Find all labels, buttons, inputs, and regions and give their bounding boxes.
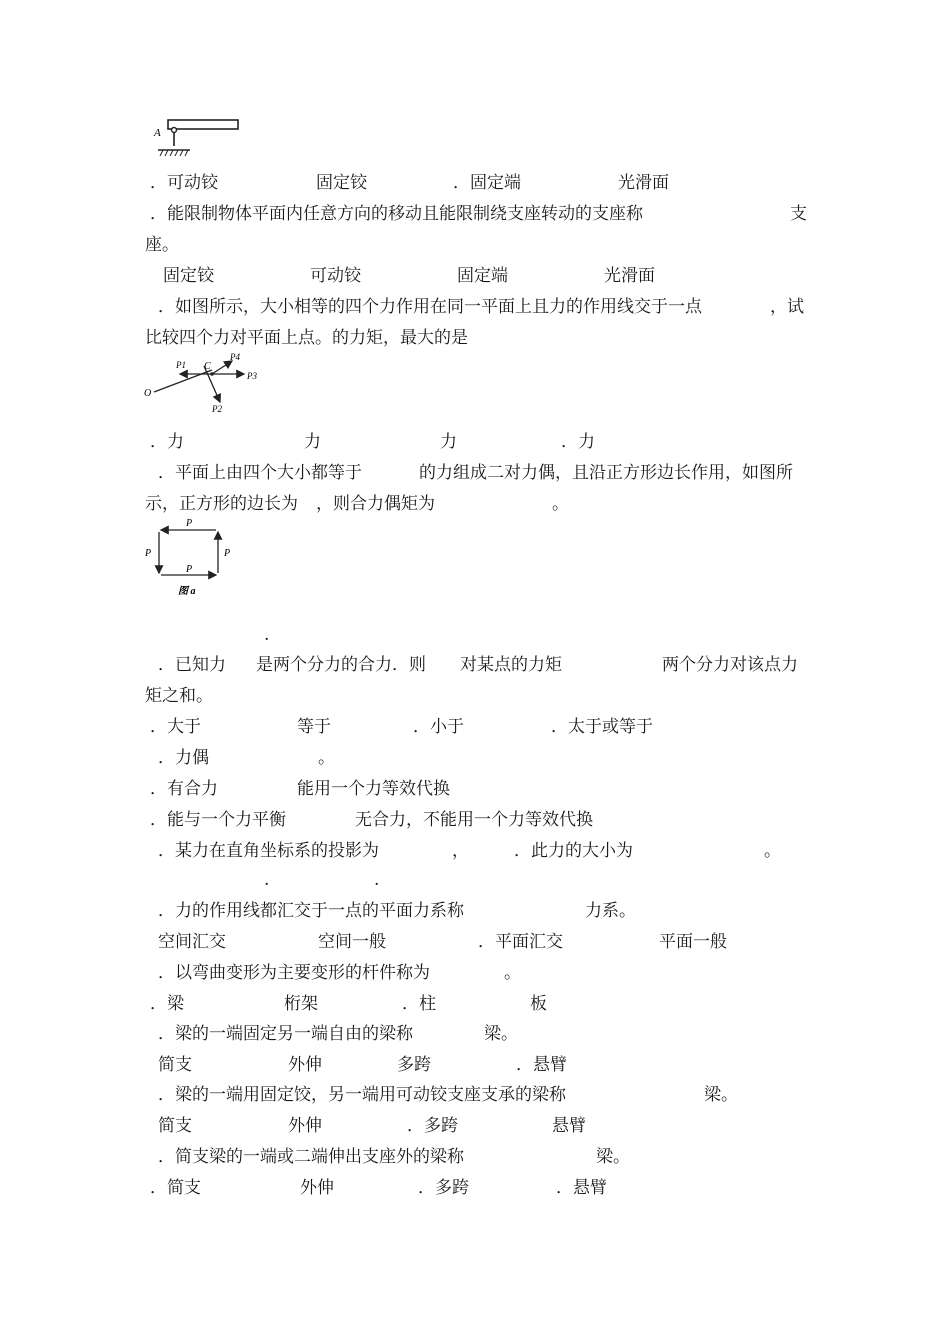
resultant-opt-c: ．小于 bbox=[413, 717, 464, 737]
moment-stem-line1a: ．如图所示，大小相等的四个力作用在同一平面上且力的作用线交于一点 bbox=[158, 297, 702, 317]
label-o: O bbox=[144, 388, 152, 399]
cantilever-opt-c: 多跨 bbox=[397, 1055, 431, 1075]
line-o-c bbox=[154, 370, 212, 392]
label-p-right: P bbox=[224, 548, 231, 559]
hinge-opt-b: 固定铰 bbox=[316, 173, 367, 193]
simple-stem-b: 梁。 bbox=[704, 1085, 738, 1105]
label-a: A bbox=[154, 127, 161, 139]
label-p1: P1 bbox=[176, 360, 186, 370]
ground-hatch bbox=[160, 150, 188, 156]
bending-stem-a: ．以弯曲变形为主要变形的杆件称为 bbox=[158, 963, 430, 983]
moment-opt-b: 力 bbox=[304, 432, 321, 452]
overhang-opt-d: ．悬臂 bbox=[556, 1178, 607, 1198]
simple-opt-b: 外伸 bbox=[288, 1116, 322, 1136]
couple-stem-line2b: ，则合力偶矩为 bbox=[316, 494, 435, 514]
cantilever-opt-a: 简支 bbox=[158, 1055, 192, 1075]
moment-stem-line1b: ，试 bbox=[770, 297, 804, 317]
simple-opt-d: 悬臂 bbox=[552, 1116, 586, 1136]
couple2-opt-d: 无合力，不能用一个力等效代换 bbox=[355, 810, 593, 830]
cantilever-stem-a: ．梁的一端固定另一端自由的梁称 bbox=[158, 1024, 413, 1044]
resultant-stem-b: 是两个分力的合力．则 bbox=[256, 655, 426, 675]
resultant-stem-a: ．已知力 bbox=[158, 655, 226, 675]
overhang-stem-b: 梁。 bbox=[596, 1147, 630, 1167]
support-opt-a: 固定铰 bbox=[163, 266, 214, 286]
support-opt-d: 光滑面 bbox=[604, 266, 655, 286]
couple2-opt-b: 能用一个力等效代换 bbox=[297, 779, 450, 799]
projection-stem-b: ， bbox=[452, 841, 469, 861]
projection-stem-a: ．某力在直角坐标系的投影为 bbox=[158, 841, 379, 861]
bending-opt-b: 桁架 bbox=[284, 994, 318, 1014]
bending-opt-c: ．柱 bbox=[402, 994, 436, 1014]
bending-opt-d: 板 bbox=[530, 994, 547, 1014]
resultant-opt-a: ．大于 bbox=[150, 717, 201, 737]
label-p-left: P bbox=[145, 548, 152, 559]
bending-opt-a: ．梁 bbox=[150, 994, 184, 1014]
couple-stem-line1b: 的力组成二对力偶，且沿正方形边长作用，如图所 bbox=[419, 463, 793, 483]
projection-dot1: . bbox=[264, 870, 270, 890]
couple2-opt-c: ．能与一个力平衡 bbox=[150, 810, 286, 830]
label-p4: P4 bbox=[230, 352, 240, 362]
simple-opt-a: 简支 bbox=[158, 1116, 192, 1136]
projection-stem-c: ．此力的大小为 bbox=[514, 841, 633, 861]
simple-stem-a: ．梁的一端用固定饺，另一端用可动铰支座支承的梁称 bbox=[158, 1085, 566, 1105]
couple2-opt-a: ．有合力 bbox=[150, 779, 218, 799]
resultant-opt-b: 等于 bbox=[297, 717, 331, 737]
moment-opt-c: 力 bbox=[440, 432, 457, 452]
couple-stem-line2c: 。 bbox=[552, 494, 569, 514]
label-p-bottom: P bbox=[186, 564, 193, 575]
square-couple-figure bbox=[140, 516, 240, 600]
support-opt-c: 固定端 bbox=[457, 266, 508, 286]
bending-stem-b: 。 bbox=[504, 963, 521, 983]
resultant-stem-c: 对某点的力矩 bbox=[460, 655, 562, 675]
system-opt-c: ．平面汇交 bbox=[478, 932, 563, 952]
overhang-stem-a: ．简支梁的一端或二端伸出支座外的梁称 bbox=[158, 1147, 464, 1167]
cantilever-opt-b: 外伸 bbox=[288, 1055, 322, 1075]
projection-dot2: . bbox=[374, 870, 380, 890]
couple-dot: . bbox=[264, 625, 270, 645]
label-p-top: P bbox=[186, 518, 193, 529]
hinge-opt-c: ．固定端 bbox=[453, 173, 521, 193]
moment-stem-line2: 比较四个力对平面上点。的力矩，最大的是 bbox=[145, 328, 468, 348]
hinge-support-figure bbox=[150, 116, 250, 158]
simple-opt-c: ．多跨 bbox=[407, 1116, 458, 1136]
hinge-opt-a: ．可动铰 bbox=[150, 173, 218, 193]
overhang-opt-b: 外伸 bbox=[300, 1178, 334, 1198]
cantilever-stem-b: 梁。 bbox=[484, 1024, 518, 1044]
resultant-stem-d: 两个分力对该点力 bbox=[662, 655, 798, 675]
support-opt-b: 可动铰 bbox=[310, 266, 361, 286]
support-stem-tail: 支 bbox=[790, 204, 807, 224]
support-stem-line1: ．能限制物体平面内任意方向的移动且能限制绕支座转动的支座称 bbox=[150, 204, 643, 224]
projection-stem-d: 。 bbox=[764, 841, 781, 861]
overhang-opt-c: ．多跨 bbox=[418, 1178, 469, 1198]
cantilever-opt-d: ．悬臂 bbox=[516, 1055, 567, 1075]
resultant-stem-line2: 矩之和。 bbox=[145, 686, 213, 706]
resultant-opt-d: ．太于或等于 bbox=[551, 717, 653, 737]
system-opt-b: 空间一般 bbox=[318, 932, 386, 952]
system-opt-d: 平面一般 bbox=[659, 932, 727, 952]
label-p2: P2 bbox=[212, 404, 222, 414]
couple2-stem-a: ．力偶 bbox=[158, 748, 209, 768]
support-stem-line2: 座。 bbox=[145, 235, 179, 255]
label-p3: P3 bbox=[247, 371, 257, 381]
system-stem-a: ．力的作用线都汇交于一点的平面力系称 bbox=[158, 901, 464, 921]
figure-caption: 图 a bbox=[178, 586, 196, 597]
system-stem-b: 力系。 bbox=[585, 901, 636, 921]
label-c: C bbox=[204, 361, 211, 372]
force-p4-arrow bbox=[212, 361, 232, 374]
beam-bar bbox=[168, 120, 238, 129]
four-forces-figure bbox=[140, 352, 270, 417]
hinge-pin bbox=[172, 128, 177, 133]
hinge-opt-d: 光滑面 bbox=[618, 173, 669, 193]
moment-opt-a: ．力 bbox=[150, 432, 184, 452]
couple-stem-line1a: ．平面上由四个大小都等于 bbox=[158, 463, 362, 483]
couple2-stem-b: 。 bbox=[318, 748, 335, 768]
system-opt-a: 空间汇交 bbox=[158, 932, 226, 952]
point-c bbox=[210, 372, 214, 376]
moment-opt-d: ．力 bbox=[561, 432, 595, 452]
couple-stem-line2a: 示，正方形的边长为 bbox=[145, 494, 298, 514]
overhang-opt-a: ．简支 bbox=[150, 1178, 201, 1198]
